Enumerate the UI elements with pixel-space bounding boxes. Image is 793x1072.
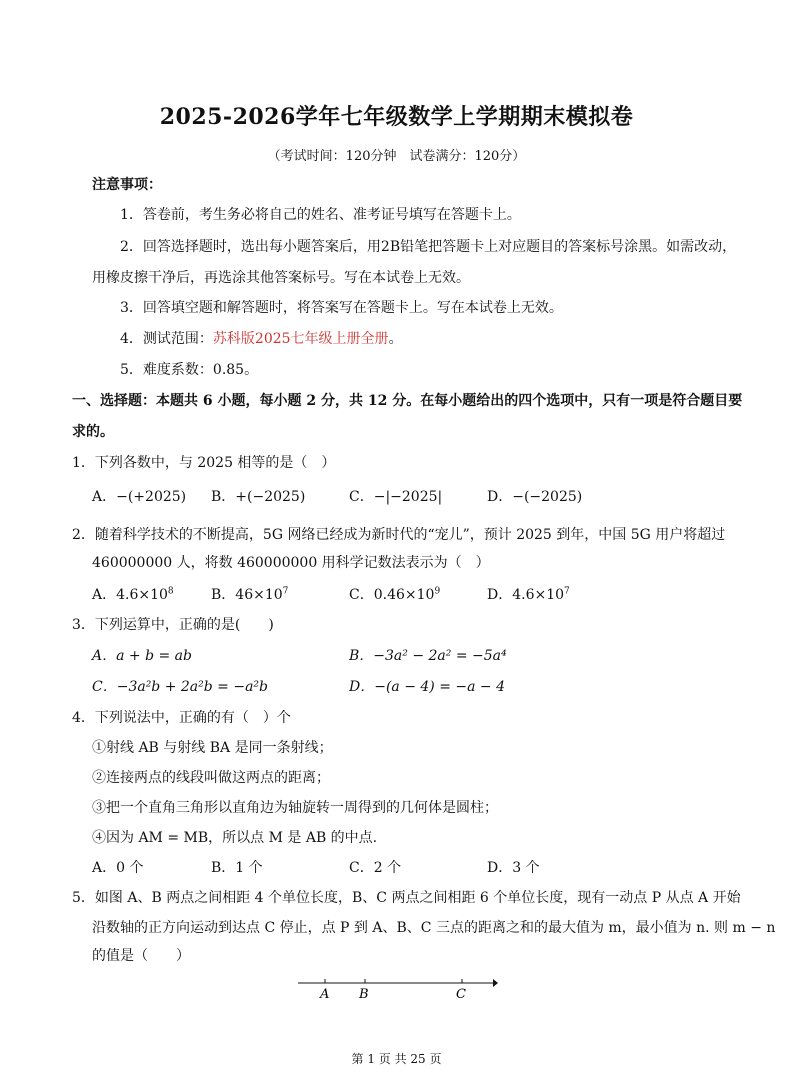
q4-option-c: C．2 个 <box>349 860 402 876</box>
notice-item-4-label: 4．测试范围： <box>120 331 213 347</box>
q4-stem: 4．下列说法中，正确的有（ ）个 <box>72 710 291 726</box>
q2-option-d-text: D．4.6×10 <box>487 587 565 603</box>
q1-stem: 1．下列各数中，与 2025 相等的是（ ） <box>72 455 336 471</box>
arrow-right-icon <box>493 979 498 987</box>
q3-stem: 3．下列运算中，正确的是( ) <box>72 617 274 633</box>
q2-option-c-text: C．0.46×10 <box>349 587 435 603</box>
q1-option-d: D．−(−2025) <box>487 489 583 505</box>
point-a-label: A <box>320 987 330 1002</box>
section-heading: 一、选择题：本题共 6 小题，每小题 2 分，共 12 分。在每小题给出的四个选项中，只有一项是符合题目要 <box>72 393 743 409</box>
q3-option-b: B．−3a² − 2a² = −5a⁴ <box>349 648 507 664</box>
q2-option-b <box>211 585 288 605</box>
notice-item-2-cont: 用橡皮擦干净后，再选涂其他答案标号。写在本试卷上无效。 <box>92 270 470 286</box>
notice-item-5: 5．难度系数：0.85。 <box>120 362 259 378</box>
notice-item-2: 2．回答选择题时，选出每小题答案后，用2B铅笔把答题卡上对应题目的答案标号涂黑。如需改动， <box>120 239 737 255</box>
point-c-label: C <box>456 987 466 1002</box>
notice-item-4 <box>120 329 403 349</box>
q2-option-a-text: A．4.6×10 <box>92 587 168 603</box>
exam-subtitle: （考试时间：120分钟 试卷满分：120分） <box>267 149 526 164</box>
q4-statement-3: ③把一个直角三角形以直角边为轴旋转一周得到的几何体是圆柱； <box>92 800 498 816</box>
q4-option-d: D．3 个 <box>487 860 540 876</box>
section-heading-cont: 求的。 <box>72 424 114 440</box>
point-b-label: B <box>359 987 369 1002</box>
q2-option-b-text: B．46×10 <box>211 587 283 603</box>
q2-option-d <box>487 585 570 605</box>
q3-option-c: C．−3a²b + 2a²b = −a²b <box>92 679 269 695</box>
q5-stem-line2: 沿数轴的正方向运动到达点 C 停止，点 P 到 A、B、C 三点的距离之和的最大值为 m，最小值为 n. 则 m − n <box>92 920 776 936</box>
q3-option-a: A．a + b = ab <box>92 648 192 664</box>
q4-statement-2: ②连接两点的线段叫做这两点的距离； <box>92 770 330 786</box>
q3-option-d: D．−(a − 4) = −a − 4 <box>349 679 506 695</box>
notice-item-1: 1．答卷前，考生务必将自己的姓名、准考证号填写在答题卡上。 <box>120 207 521 223</box>
page-title: 2025-2026学年七年级数学上学期期末模拟卷 <box>159 104 634 130</box>
q2-option-b-exp: 7 <box>282 586 289 597</box>
number-line-figure <box>298 975 498 1005</box>
q1-option-a: A．−(+2025) <box>92 489 187 505</box>
q2-option-c-exp: 9 <box>434 586 441 597</box>
scope-tail: 。 <box>388 331 403 347</box>
q4-statement-4: ④因为 AM = MB，所以点 M 是 AB 的中点. <box>92 830 378 846</box>
q2-option-d-exp: 7 <box>564 586 570 597</box>
q4-statement-1: ①射线 AB 与射线 BA 是同一条射线； <box>92 740 333 756</box>
notice-item-3: 3．回答填空题和解答题时，将答案写在答题卡上。写在本试卷上无效。 <box>120 300 563 316</box>
q5-stem-line1: 5．如图 A、B 两点之间相距 4 个单位长度，B、C 两点之间相距 6 个单位长度，现有一动点 P 从点 A 开始 <box>72 890 741 906</box>
q2-stem-line2: 460000000 人，将数 460000000 用科学记数法表示为（ ） <box>92 555 490 571</box>
scope-highlight: 苏科版2025七年级上册全册 <box>212 331 389 347</box>
q2-stem-line1: 2．随着科学技术的不断提高，5G 网络已经成为新时代的“宠儿”，预计 2025 到年，中国 5G 用户将超过 <box>72 527 726 543</box>
q1-option-c: C．−|−2025| <box>349 489 443 505</box>
notice-heading: 注意事项： <box>92 177 162 193</box>
q4-option-b: B．1 个 <box>211 860 263 876</box>
q1-option-b: B．+(−2025) <box>211 489 306 505</box>
q2-option-a <box>92 585 174 605</box>
page-footer: 第 1 页 共 25 页 <box>351 1052 442 1066</box>
q2-option-c <box>349 585 440 605</box>
q2-option-a-exp: 8 <box>167 586 174 597</box>
q5-stem-line3: 的值是（ ） <box>92 948 190 964</box>
q4-option-a: A．0 个 <box>92 860 144 876</box>
